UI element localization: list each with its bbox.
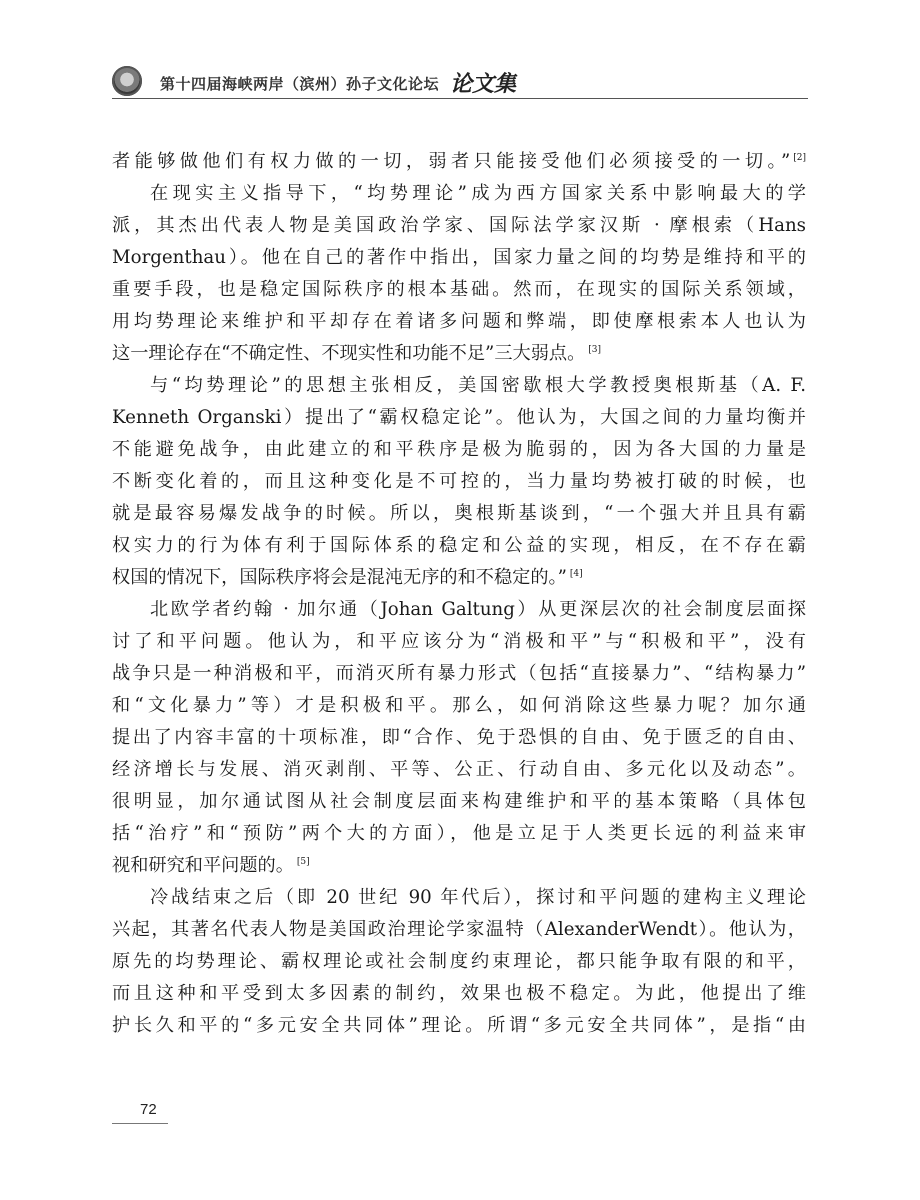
text-line	[112, 690, 806, 722]
text-line	[112, 242, 806, 274]
line-text: 这一理论存在“不确定性、不现实性和功能不足”三大弱点。	[112, 343, 586, 364]
line-text: 在现实主义指导下，“均势理论”成为西方国家关系中影响最大的学	[150, 183, 806, 204]
text-line	[112, 594, 806, 626]
line-text: 者能够做他们有权力做的一切，弱者只能接受他们必须接受的一切。”	[112, 151, 791, 172]
text-line	[112, 210, 806, 242]
text-line	[112, 498, 806, 530]
line-text: 括“治疗”和“预防”两个大的方面），他是立足于人类更长远的利益来审	[112, 823, 806, 844]
header-subtitle: 论文集	[450, 72, 517, 97]
text-line	[112, 274, 806, 306]
line-text: 权实力的行为体有利于国际体系的稳定和公益的实现，相反，在不存在霸	[112, 535, 806, 556]
citation-ref: [3]	[588, 344, 602, 355]
text-line	[112, 786, 806, 818]
line-text: 不能避免战争，由此建立的和平秩序是极为脆弱的，因为各大国的力量是	[112, 439, 806, 460]
line-text: 权国的情况下，国际秩序将会是混沌无序的和不稳定的。”	[112, 567, 567, 588]
line-text: 与“均势理论”的思想主张相反，美国密歇根大学教授奥根斯基（A. F.	[150, 375, 806, 396]
header-title: 第十四届海峡两岸（滨州）孙子文化论坛	[160, 75, 440, 93]
text-line	[112, 1010, 806, 1042]
line-text: 视和研究和平问题的。	[112, 855, 294, 876]
citation-ref: [2]	[793, 152, 806, 163]
page-number: 72	[140, 1101, 157, 1118]
line-text: 兴起，其著名代表人物是美国政治理论学家温特（AlexanderWendt）。他认为，	[112, 919, 806, 940]
line-text: 和“文化暴力”等）才是积极和平。那么，如何消除这些暴力呢？加尔通	[112, 695, 806, 716]
line-text: 讨了和平问题。他认为，和平应该分为“消极和平”与“积极和平”，没有	[112, 631, 806, 652]
text-line	[112, 370, 806, 402]
line-text: 北欧学者约翰 · 加尔通（Johan Galtung）从更深层次的社会制度层面探	[150, 599, 806, 620]
line-text: 经济增长与发展、消灭剥削、平等、公正、行动自由、多元化以及动态”。	[112, 759, 806, 780]
page-header	[112, 66, 808, 100]
line-text: 重要手段，也是稳定国际秩序的根本基础。然而，在现实的国际关系领域，	[112, 279, 806, 300]
line-text: 不断变化着的，而且这种变化是不可控的，当力量均势被打破的时候，也	[112, 471, 806, 492]
line-text: 就是最容易爆发战争的时候。所以，奥根斯基谈到，“一个强大并且具有霸	[112, 503, 806, 524]
text-line	[112, 658, 806, 690]
text-line	[112, 754, 806, 786]
text-line	[112, 850, 806, 882]
line-text: 很明显，加尔通试图从社会制度层面来构建维护和平的基本策略（具体包	[112, 791, 806, 812]
line-text: 原先的均势理论、霸权理论或社会制度约束理论，都只能争取有限的和平，	[112, 951, 806, 972]
line-text: Kenneth Organski）提出了“霸权稳定论”。他认为，大国之间的力量均衡并	[112, 407, 806, 428]
text-line	[112, 626, 806, 658]
text-line	[112, 882, 806, 914]
line-text: 派，其杰出代表人物是美国政治学家、国际法学家汉斯 · 摩根索（Hans	[112, 215, 806, 236]
body-text	[112, 146, 806, 1042]
text-line	[112, 434, 806, 466]
text-line	[112, 722, 806, 754]
citation-ref: [5]	[296, 856, 310, 867]
text-line	[112, 562, 806, 594]
line-text: 冷战结束之后（即 20 世纪 90 年代后），探讨和平问题的建构主义理论	[150, 887, 806, 908]
line-text: Morgenthau）。他在自己的著作中指出，国家力量之间的均势是维持和平的	[112, 247, 806, 268]
text-line	[112, 146, 806, 178]
text-line	[112, 338, 806, 370]
citation-ref: [4]	[569, 568, 583, 579]
text-line	[112, 946, 806, 978]
line-text: 战争只是一种消极和平，而消灭所有暴力形式（包括“直接暴力”、“结构暴力”	[112, 663, 806, 684]
text-line	[112, 914, 806, 946]
text-line	[112, 306, 806, 338]
line-text: 护长久和平的“多元安全共同体”理论。所谓“多元安全共同体”，是指“由	[112, 1015, 806, 1036]
text-line	[112, 402, 806, 434]
text-line	[112, 978, 806, 1010]
text-line	[112, 466, 806, 498]
line-text: 提出了内容丰富的十项标准，即“合作、免于恐惧的自由、免于匮乏的自由、	[112, 727, 806, 748]
text-line	[112, 178, 806, 210]
line-text: 而且这种和平受到太多因素的制约，效果也极不稳定。为此，他提出了维	[112, 983, 806, 1004]
line-text: 用均势理论来维护和平却存在着诸多问题和弊端，即使摩根索本人也认为	[112, 311, 806, 332]
text-line	[112, 818, 806, 850]
footer-divider	[112, 1123, 168, 1124]
text-line	[112, 530, 806, 562]
emblem-icon	[112, 66, 142, 96]
header-divider	[112, 98, 808, 99]
